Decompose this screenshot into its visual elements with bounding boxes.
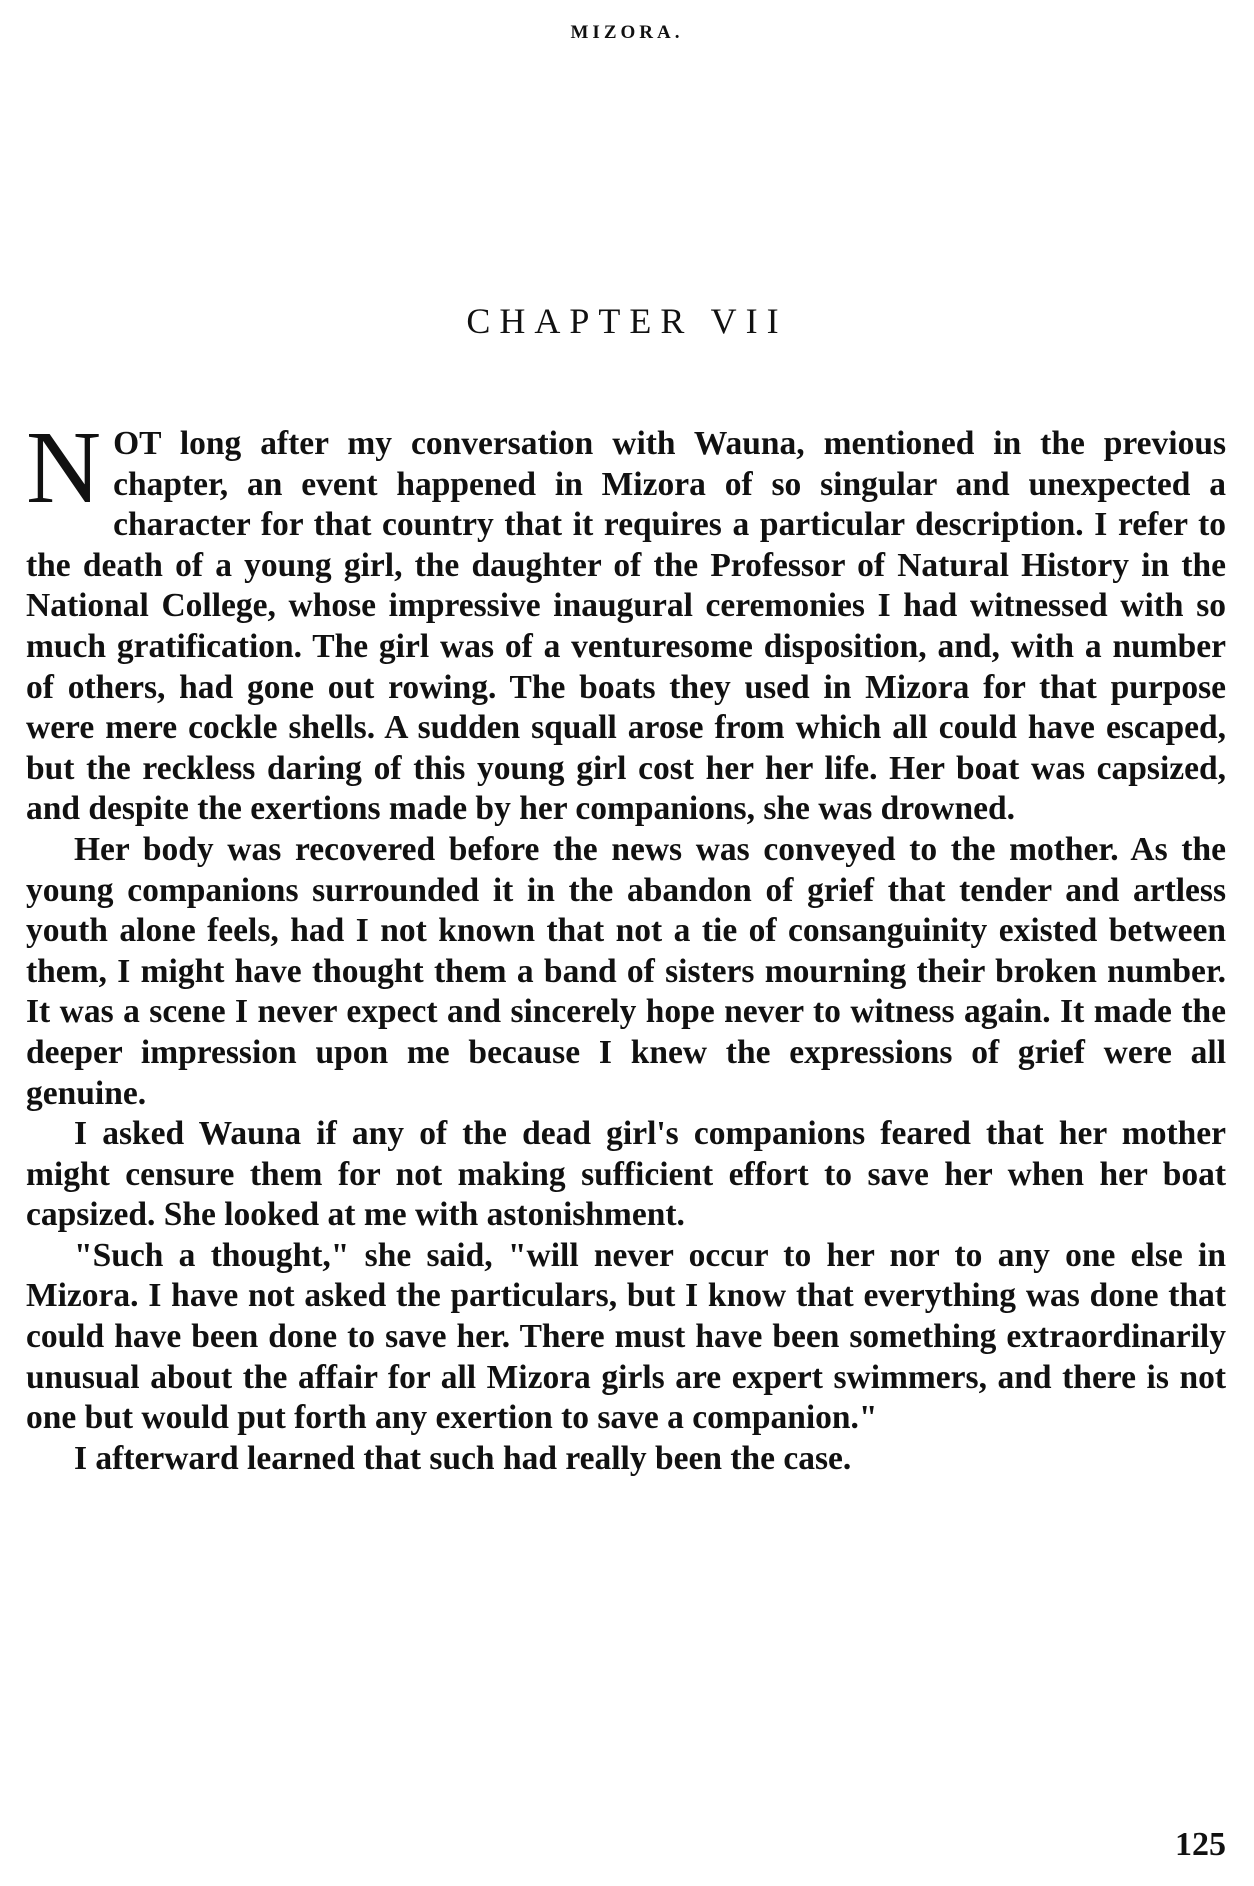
page-number: 125 [1175, 1826, 1226, 1863]
drop-cap: N [26, 410, 102, 525]
body-text [26, 410, 1226, 1479]
paragraph-2: Her body was recovered before the news was conveyed to the mother. As the young companions surrounded it in the abandon of grief that tender and artless youth alone feels, had I not known that not a tie of consanguinity existed between them, I might have thought them a band of sisters mourning their broken number. It was a scene I never expect and sincerely hope never to witness again. It made the deeper impression upon me because I knew the expressions of grief were all genuine. [26, 830, 1226, 1112]
chapter-title: CHAPTER VII [466, 301, 788, 341]
paragraph-3: I asked Wauna if any of the dead girl's companions feared that her mother might censure them for not making sufficient effort to save her when her boat capsized. She looked at me with astonishment. [26, 1115, 1226, 1234]
paragraph-5: I afterward learned that such had really been the case. [74, 1439, 852, 1477]
paragraph-4: "Such a thought," she said, "will never occur to her nor to any one else in Mizora. I have not asked the particulars, but I know that everything was done that could have been done to save her. There must have been something extraordinarily unusual about the affair for all Mizora girls are expert swimmers, and there is not one but would put forth any exertion to save a companion." [26, 1236, 1226, 1437]
paragraph-1-text: OT long after my conversation with Wauna, mentioned in the previous chapter, an event happened in Mizora of so singular and unexpected a character for that country that it requires a particular description. I refer to the death of a young girl, the daughter of the Professor of Natural History in the National College, whose impressive inaugural ceremonies I had witnessed with so much gratification. The girl was of a venturesome disposition, and, with a number of others, had gone out rowing. The boats they used in Mizora for that purpose were mere cockle shells. A sudden squall arose from which all could have escaped, but the reckless daring of this young girl cost her her life. Her boat was capsized, and despite the exertions made by her companions, she was drowned. [26, 425, 1226, 828]
running-head: MIZORA. [570, 22, 684, 43]
paragraph-1 [26, 410, 1226, 830]
